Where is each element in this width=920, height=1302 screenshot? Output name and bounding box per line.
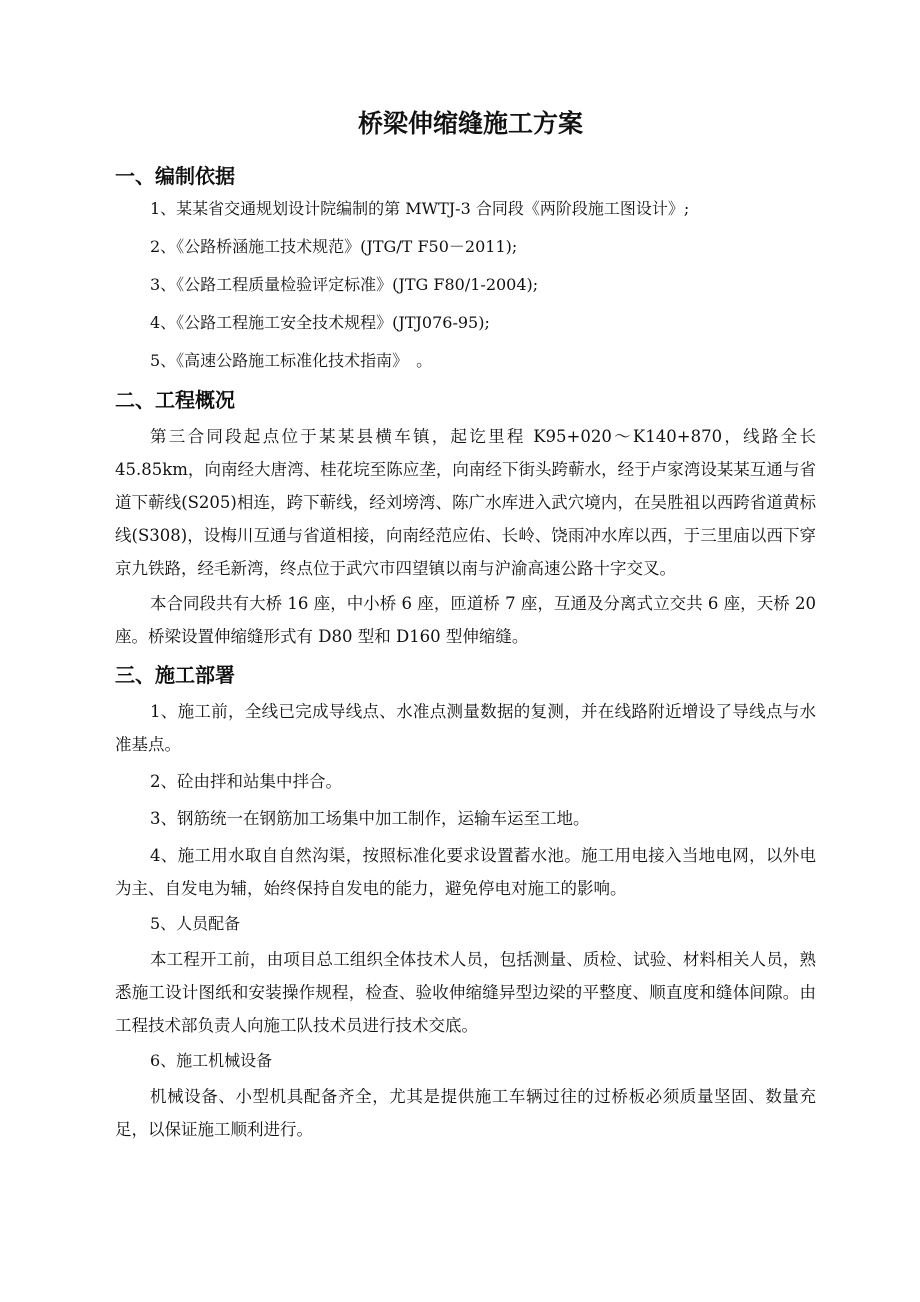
deployment-rebar: 3、钢筋统一在钢筋加工场集中加工制作，运输车运至工地。 bbox=[150, 809, 590, 828]
reference-item: 1、某某省交通规划设计院编制的第 MWTJ-3 合同段《两阶段施工图设计》; bbox=[150, 199, 690, 218]
subheading-machinery: 6、施工机械设备 bbox=[150, 1051, 273, 1070]
deployment-staffing: 本工程开工前，由项目总工组织全体技术人员，包括测量、质检、试验、材料相关人员，熟悉施工设计图纸和安装操作规程，检查、验收伸缩缝异型边梁的平整度、顺直度和缝体间隙。由工程技术部负责人向施工队技术员进行技术交底。 bbox=[115, 950, 816, 1035]
section-heading-basis: 一、编制依据 bbox=[115, 164, 235, 188]
subheading-staffing: 5、人员配备 bbox=[150, 914, 241, 933]
deployment-survey: 1、施工前，全线已完成导线点、水准点测量数据的复测，并在线路附近增设了导线点与水准基点。 bbox=[115, 702, 816, 754]
document-title: 桥梁伸缩缝施工方案 bbox=[357, 109, 583, 138]
deployment-water-power: 4、施工用水取自自然沟渠，按照标准化要求设置蓄水池。施工用电接入当地电网，以外电为主、自发电为辅，始终保持自发电的能力，避免停电对施工的影响。 bbox=[115, 846, 816, 898]
deployment-machinery: 机械设备、小型机具配备齐全，尤其是提供施工车辆过往的过桥板必须质量坚固、数量充足，以保证施工顺利进行。 bbox=[115, 1087, 816, 1139]
reference-item: 4、《公路工程施工安全技术规程》(JTJ076-95); bbox=[150, 313, 490, 332]
section-heading-overview: 二、工程概况 bbox=[115, 388, 235, 412]
section-heading-deployment: 三、施工部署 bbox=[115, 663, 235, 687]
deployment-concrete: 2、砼由拌和站集中拌合。 bbox=[150, 772, 342, 791]
reference-item: 3、《公路工程质量检验评定标准》(JTG F80/1-2004); bbox=[150, 275, 539, 294]
overview-paragraph-route: 第三合同段起点位于某某县横车镇，起讫里程 K95+020～K140+870，线路全长 45.85km，向南经大唐湾、桂花垸至陈应垄，向南经下街头跨蕲水，经于卢家湾设某某互通与省道下蕲线(S205)相连，跨下蕲线，经刘塝湾、陈广水库进入武穴境内，在吴胜祖以西跨省道黄标线(S308)，设梅川互通与省道相接，向南经范应佑、长岭、饶雨冲水库以西，于三里庙以西下穿京九铁路，经毛新湾，终点位于武穴市四望镇以南与沪渝高速公路十字交叉。 bbox=[115, 427, 816, 578]
reference-item: 5、《高速公路施工标准化技术指南》 。 bbox=[150, 351, 433, 370]
overview-paragraph-bridges: 本合同段共有大桥 16 座，中小桥 6 座，匝道桥 7 座，互通及分离式立交共 6 座，天桥 20 座。桥梁设置伸缩缝形式有 D80 型和 D160 型伸缩缝。 bbox=[115, 594, 816, 646]
reference-list bbox=[115, 196, 816, 374]
section-basis bbox=[115, 162, 816, 374]
section-overview bbox=[115, 386, 816, 653]
section-deployment bbox=[115, 661, 816, 1146]
reference-item: 2、《公路桥涵施工技术规范》(JTG/T F50－2011); bbox=[150, 237, 518, 256]
